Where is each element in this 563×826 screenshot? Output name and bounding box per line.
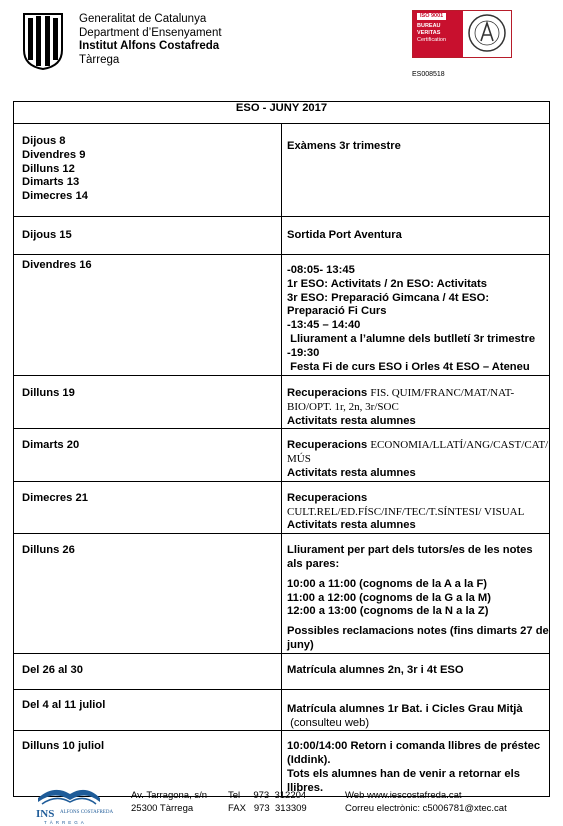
desc-line: Activitats resta alumnes bbox=[287, 519, 416, 532]
desc-line: 3r ESO: Preparació Gimcana / 4t ESO: Preparació Fi Curs bbox=[287, 291, 490, 318]
bureau-veritas-seal-icon bbox=[467, 13, 507, 53]
schedule-title: ESO - JUNY 2017 bbox=[14, 102, 550, 124]
row-day bbox=[14, 534, 282, 654]
header-line-2: Department d’Ensenyament bbox=[79, 26, 222, 39]
table-row bbox=[14, 481, 550, 533]
day-label: Dimecres 14 bbox=[22, 190, 88, 203]
desc-line: Matrícula alumnes 1r Bat. i Cicles Grau Mitjà bbox=[287, 702, 523, 715]
row-day bbox=[14, 429, 282, 481]
row-day bbox=[14, 481, 282, 533]
cert-brand: BUREAU VERITAS bbox=[417, 23, 441, 36]
footer bbox=[0, 767, 563, 825]
schedule-table bbox=[13, 101, 550, 797]
desc-line: 1r ESO: Activitats / 2n ESO: Activitats bbox=[287, 277, 487, 290]
recuperacions-label: Recuperacions bbox=[287, 491, 368, 504]
desc-line: -08:05- 13:45 bbox=[287, 264, 355, 276]
footer-addr2: 25300 Tàrrega bbox=[131, 803, 194, 814]
day-label: Divendres 9 bbox=[22, 148, 86, 161]
desc-line: Sortida Port Aventura bbox=[287, 229, 402, 241]
day-label: Dilluns 26 bbox=[22, 544, 75, 557]
ins-book-logo-icon bbox=[34, 782, 114, 826]
day-label: Dilluns 12 bbox=[22, 162, 75, 175]
row-desc bbox=[282, 217, 550, 255]
footer-email-link[interactable]: Correu electrònic: c5006781@xtec.cat bbox=[345, 803, 507, 814]
day-label: Dilluns 10 juliol bbox=[22, 740, 105, 753]
cert-red-panel bbox=[413, 11, 463, 57]
day-label: Dijous 15 bbox=[22, 229, 72, 241]
footer-tel: Tel 973 312204 bbox=[228, 790, 307, 801]
day-label: Dimecres 21 bbox=[22, 491, 88, 504]
row-desc bbox=[282, 481, 550, 533]
row-day bbox=[14, 217, 282, 255]
row-day bbox=[14, 653, 282, 689]
day-label: Dimarts 20 bbox=[22, 439, 80, 452]
footer-web-link[interactable]: Web www.iescostafreda.cat bbox=[345, 790, 462, 801]
cert-code: ES008518 bbox=[412, 71, 445, 78]
desc-line: 11:00 a 12:00 (cognoms de la G a la M) bbox=[287, 591, 491, 604]
footer-address bbox=[131, 789, 207, 815]
row-desc bbox=[282, 429, 550, 481]
desc-line: Festa Fi de curs ESO i Orles 4t ESO – Ateneu bbox=[287, 360, 530, 373]
generalitat-logo bbox=[22, 12, 64, 70]
desc-line: Lliurament a l’alumne dels butlletí 3r trimestre bbox=[287, 332, 536, 345]
desc-line: 10:00/14:00 Retorn i comanda llibres de préstec (Iddink). bbox=[287, 740, 541, 767]
desc-line: Matrícula alumnes 2n, 3r i 4t ESO bbox=[287, 663, 464, 676]
consulteu-note: (consulteu web) bbox=[287, 716, 370, 729]
header-line-3: Institut Alfons Costafreda bbox=[79, 40, 220, 52]
logo-town-text: TÀRREGA bbox=[44, 820, 87, 825]
table-row bbox=[14, 376, 550, 429]
header-line-1: Generalitat de Catalunya bbox=[79, 13, 207, 25]
desc-line: Activitats resta alumnes bbox=[287, 414, 416, 427]
desc-line: Exàmens 3r trimestre bbox=[287, 140, 401, 152]
desc-line: Lliurament per part dels tutors/es de les notes als pares: bbox=[287, 544, 533, 570]
recuperacions-label: Recuperacions bbox=[287, 387, 368, 399]
row-day bbox=[14, 124, 282, 217]
day-label: Dilluns 19 bbox=[22, 387, 75, 399]
day-label: Divendres 16 bbox=[22, 259, 92, 271]
row-desc bbox=[282, 689, 550, 731]
header-line-4: Tàrrega bbox=[79, 53, 120, 66]
desc-line: Activitats resta alumnes bbox=[287, 466, 416, 479]
table-row bbox=[14, 255, 550, 376]
desc-line: -13:45 – 14:40 bbox=[287, 319, 361, 332]
row-desc bbox=[282, 653, 550, 689]
logo-name-text: ALFONS COSTAFREDA bbox=[60, 810, 114, 815]
desc-line: Tots els alumnes han de venir a retornar els llibres. bbox=[287, 767, 520, 794]
cert-sub: Certification bbox=[417, 37, 447, 43]
row-desc bbox=[282, 376, 550, 429]
desc-line: -19:30 bbox=[287, 346, 320, 359]
table-row bbox=[14, 534, 550, 654]
table-row bbox=[14, 689, 550, 731]
footer-phone bbox=[228, 789, 307, 815]
row-desc bbox=[282, 124, 550, 217]
cert-iso: ISO 9001 bbox=[417, 13, 446, 20]
row-day bbox=[14, 689, 282, 731]
header-text bbox=[79, 13, 222, 67]
desc-line: 12:00 a 13:00 (cognoms de la N a la Z) bbox=[287, 605, 489, 618]
row-desc bbox=[282, 255, 550, 376]
footer-contact bbox=[345, 789, 507, 815]
row-desc bbox=[282, 534, 550, 654]
certification-badge bbox=[412, 10, 512, 58]
table-row bbox=[14, 124, 550, 217]
desc-line: Possibles reclamacions notes (fins dimarts 27 de juny) bbox=[287, 625, 549, 651]
logo-main-text: INS bbox=[36, 808, 55, 820]
row-day bbox=[14, 255, 282, 376]
day-label: Del 4 al 11 juliol bbox=[22, 698, 106, 711]
day-label: Dimarts 13 bbox=[22, 176, 80, 189]
table-row bbox=[14, 653, 550, 689]
subjects-list: CULT.REL/ED.FÍSC/INF/TEC/T.SÍNTESI/ VISUAL bbox=[287, 505, 525, 518]
row-day bbox=[14, 376, 282, 429]
recuperacions-label: Recuperacions bbox=[287, 439, 368, 452]
footer-addr1: Av. Tarragona, s/n bbox=[131, 790, 208, 801]
footer-fax: FAX 973 313309 bbox=[228, 803, 307, 814]
day-label: Dijous 8 bbox=[22, 135, 66, 147]
desc-line: 10:00 a 11:00 (cognoms de la A a la F) bbox=[287, 577, 488, 590]
table-row bbox=[14, 429, 550, 481]
table-row bbox=[14, 217, 550, 255]
subjects-list: FIS. QUIM/FRANC/MAT/NAT-BIO/OPT. 1r, 2n, 3r/SOC bbox=[287, 387, 515, 413]
subjects-list: ECONOMIA/LLATÍ/ANG/CAST/CAT/ MÚS bbox=[287, 439, 549, 466]
day-label: Del 26 al 30 bbox=[22, 663, 83, 676]
